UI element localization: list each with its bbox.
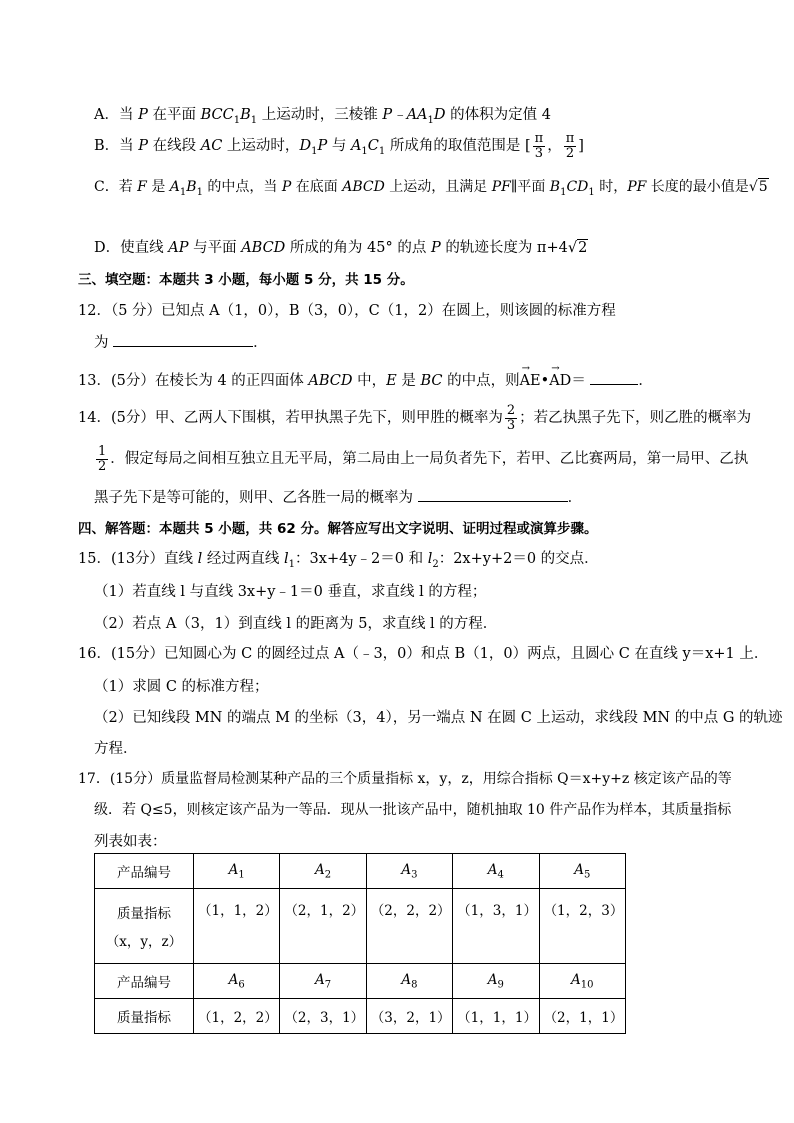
q11-option-d: [94, 236, 754, 257]
sqrt: √2: [567, 240, 588, 256]
id-cell: $A_{10}$: [539, 964, 625, 999]
text: 在平面: [147, 107, 201, 123]
text: D．使直线: [94, 240, 169, 256]
fraction: [564, 132, 577, 160]
var: B: [549, 179, 561, 195]
q16-part2: （2）已知线段 MN 的端点 M 的坐标（3，4），另一端点 N 在圆 C 上运动，求线段 MN 的中点 G 的轨迹: [94, 710, 783, 726]
radicand: 5: [758, 179, 768, 195]
id-cell: $A_4$: [453, 854, 539, 889]
var: F: [137, 179, 147, 195]
text: 经过两直线: [202, 551, 285, 567]
var: P: [281, 179, 292, 195]
sub: 1: [311, 146, 318, 158]
var: l: [197, 551, 203, 567]
q16-line1: 16．(15分）已知圆心为 C 的圆经过点 A（﹣3，0）和点 B（1，0）两点，且圆心 C 在直线 y＝x+1 上．: [78, 646, 769, 662]
denominator: 2: [565, 145, 575, 161]
header-cell: 产品编号: [95, 964, 194, 999]
text: 所成角的取值范围是 [: [385, 138, 531, 155]
text: 在底面: [291, 179, 343, 195]
id-cell: $A_5$: [539, 854, 625, 889]
value-cell: （1，1，2）: [194, 889, 280, 964]
sub: 1: [196, 186, 203, 198]
value-cell: （3，2，1）: [366, 999, 452, 1034]
text: 的中点，当: [202, 179, 282, 195]
var: CD: [566, 179, 589, 195]
text: 的轨迹长度为 π+4: [440, 240, 568, 256]
vector-ae: → AE: [520, 373, 541, 389]
var: P﹣AA: [382, 107, 428, 123]
var: C: [367, 138, 379, 155]
text: 的体积为定值 4: [445, 107, 551, 123]
text: ．假定每局之间相互独立且无平局，第二局由上一局负者先下，若甲、乙比赛两局，第一局甲、乙执: [110, 451, 749, 468]
value-cell: （2，1，1）: [539, 999, 625, 1034]
var: ABCD: [308, 373, 353, 389]
text: ：2x+y+2＝0 的交点．: [438, 551, 599, 567]
fraction: [96, 445, 108, 473]
numerator: 1: [98, 444, 107, 459]
denominator: 3: [534, 145, 544, 161]
text: 14．(5分）甲、乙两人下围棋，若甲执黑子先下，则甲胜的概率为: [78, 410, 503, 427]
q15-line1: [78, 547, 754, 570]
header-cell: 产品编号: [95, 854, 194, 889]
value-cell: （1，2，3）: [539, 889, 625, 964]
id-cell: $A_9$: [453, 964, 539, 999]
sub: 2: [432, 558, 439, 570]
numerator: π: [565, 131, 575, 146]
value-cell: （2，3，1）: [280, 999, 366, 1034]
text: 13．(5分）在棱长为 4 的正四面体: [78, 373, 309, 389]
text: 在线段: [148, 138, 201, 155]
section-4-title: 四、解答题：本题共 5 小题，共 62 分。解答应写出文字说明、证明过程或演算步骤。: [78, 521, 598, 537]
q14-line1: [78, 404, 754, 432]
text: 与: [327, 138, 351, 155]
header-cell: [95, 889, 194, 964]
text: 是: [146, 179, 170, 195]
var: P: [138, 107, 148, 123]
var: P: [317, 138, 328, 155]
q14-line2: [94, 445, 754, 473]
text: 为: [94, 335, 109, 351]
sub: 1: [288, 558, 296, 570]
var: l: [427, 551, 433, 567]
var: B: [240, 107, 251, 123]
value-cell: （1，2，2）: [194, 999, 280, 1034]
var: AC: [200, 138, 223, 155]
q14-line3: [94, 486, 754, 507]
text: 时，: [594, 179, 628, 195]
header-cell: 质量指标: [95, 999, 194, 1034]
text: 黑子先下是等可能的，则甲、乙各胜一局的概率为: [94, 490, 413, 506]
table-row: [95, 964, 626, 999]
q17-line1: 17．(15分）质量监督局检测某种产品的三个质量指标 x，y，z，用综合指标 Q＝x+y+z 核定该产品的等: [78, 771, 732, 787]
var: P: [138, 138, 149, 155]
value-cell: （2，2，2）: [366, 889, 452, 964]
table-row: [95, 999, 626, 1034]
text: 中，: [352, 373, 387, 389]
var: P: [430, 240, 441, 256]
q17-line2: 级．若 Q≤5，则核定该产品为一等品．现从一批该产品中，随机抽取 10 件产品作为样本，其质量指标: [94, 802, 732, 818]
text: 上运动时，: [222, 138, 300, 155]
sqrt: √5: [748, 179, 768, 195]
answer-blank: [590, 383, 638, 385]
var: BCC: [200, 107, 234, 123]
text: ：3x+4y﹣2＝0 和: [295, 551, 428, 567]
quality-table: [94, 853, 626, 1034]
denominator: 2: [98, 458, 107, 474]
q12-line2: [94, 331, 754, 352]
sub: 1: [233, 114, 241, 126]
sub: 1: [179, 186, 187, 198]
numerator: π: [534, 131, 544, 146]
sub: 1: [588, 186, 595, 198]
value-cell: （2，1，2）: [280, 889, 366, 964]
text: ．: [638, 373, 653, 389]
text: 长度的最小值是: [646, 179, 749, 195]
table-row: [95, 854, 626, 889]
var: PF: [491, 179, 511, 195]
var: ABCD: [342, 179, 385, 195]
fraction: [505, 404, 517, 432]
text: 上运动时，三棱锥: [257, 107, 383, 123]
id-cell: $A_1$: [194, 854, 280, 889]
q11-option-c: [94, 176, 768, 198]
radicand: 2: [578, 240, 588, 256]
text: ；若乙执黑子先下，则乙胜的概率为: [519, 410, 752, 427]
answer-blank: [418, 500, 568, 502]
var: BC: [420, 373, 443, 389]
q15-part2: （2）若点 A（3，1）到直线 l 的距离为 5，求直线 l 的方程．: [94, 616, 498, 632]
answer-blank: [113, 345, 253, 347]
q12-line1: 12．（5 分）已知点 A（1，0），B（3，0），C（1，2）在圆上，则该圆的标准方程: [78, 303, 616, 319]
text: ]: [578, 138, 584, 155]
sub: 1: [560, 186, 567, 198]
sub: 1: [378, 146, 386, 158]
var: l: [284, 551, 289, 567]
id-cell: $A_3$: [366, 854, 452, 889]
text: 上运动，且满足: [384, 179, 492, 195]
text: 的中点，则: [442, 373, 520, 389]
q15-part1: （1）若直线 l 与直线 3x+y﹣1＝0 垂直，求直线 l 的方程；: [94, 584, 487, 600]
var: ABCD: [241, 240, 286, 256]
sub: 1: [361, 146, 368, 158]
dot: •: [540, 373, 550, 389]
var: PF: [627, 179, 647, 195]
text: C．若: [94, 179, 138, 195]
text: ∥平面: [510, 179, 550, 195]
table-row: [95, 889, 626, 964]
text: ．: [567, 490, 583, 506]
denominator: 3: [506, 417, 516, 433]
numerator: 2: [506, 403, 516, 418]
q11-option-a: [94, 103, 754, 126]
sub: 1: [427, 114, 434, 126]
var: B: [186, 179, 197, 195]
text: ，: [547, 138, 562, 155]
vector-ad: → AD: [549, 373, 571, 389]
var: AP: [168, 240, 189, 256]
text: ＝: [571, 373, 586, 389]
value-cell: （1，1，1）: [453, 999, 539, 1034]
text: 与平面: [188, 240, 242, 256]
id-cell: $A_2$: [280, 854, 366, 889]
id-cell: $A_8$: [366, 964, 452, 999]
q17-line3: 列表如表：: [94, 834, 167, 850]
header-subtext: （x，y，z）: [105, 934, 183, 950]
q16-part1: （1）求圆 C 的标准方程；: [94, 679, 269, 695]
text: 所成的角为 45° 的点: [285, 240, 431, 256]
text: 是: [396, 373, 421, 389]
text: ．: [253, 335, 268, 351]
id-cell: $A_7$: [280, 964, 366, 999]
value-cell: （1，3，1）: [453, 889, 539, 964]
text: B．当: [94, 138, 139, 155]
q16-part2-cont: 方程．: [94, 741, 138, 757]
text: 15．(13分）直线: [78, 551, 198, 567]
header-text: 质量指标: [117, 906, 171, 922]
var: D: [433, 107, 446, 123]
var: A: [350, 138, 362, 155]
sub: 1: [250, 114, 258, 126]
var: E: [386, 373, 397, 389]
var: D: [299, 138, 312, 155]
fraction: [533, 132, 546, 160]
var: A: [169, 179, 180, 195]
id-cell: $A_6$: [194, 964, 280, 999]
q11-option-b: [94, 132, 754, 160]
q13: [78, 369, 754, 390]
text: A．当: [94, 107, 139, 123]
section-3-title: 三、填空题：本题共 3 小题，每小题 5 分，共 15 分。: [78, 272, 414, 288]
